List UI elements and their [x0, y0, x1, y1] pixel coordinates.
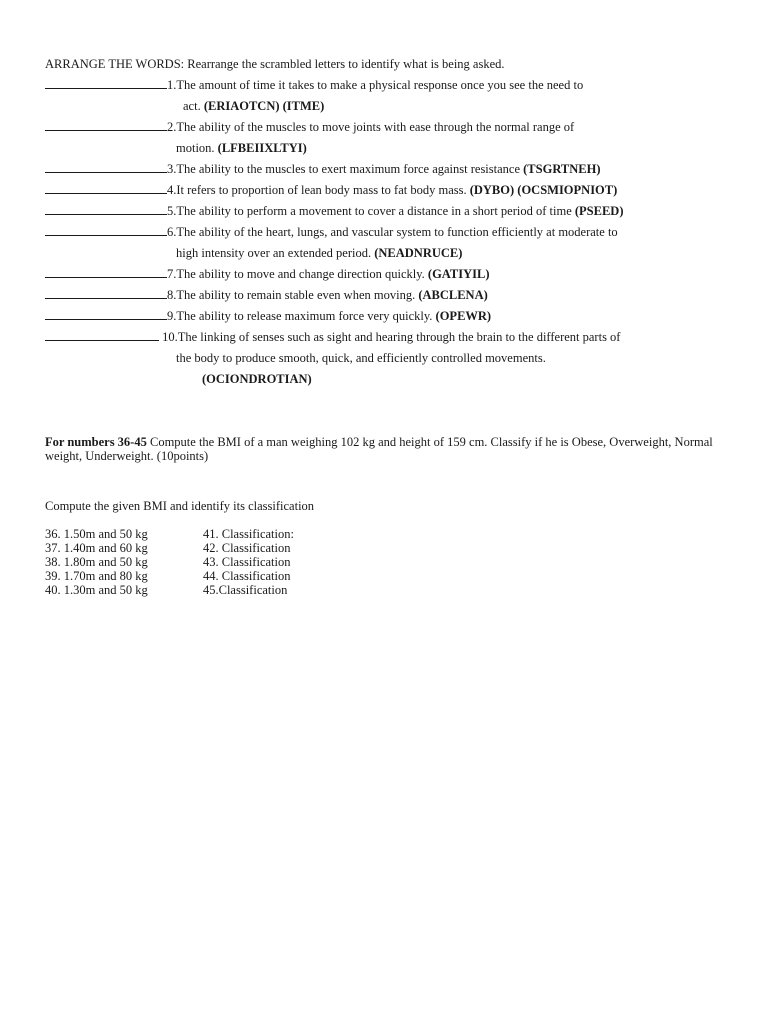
list-item	[45, 527, 294, 541]
item-text: The linking of senses such as sight and hearing through the brain to the different parts of	[177, 330, 621, 344]
item-number: 3.	[167, 162, 177, 176]
item-text: The ability to perform a movement to cover a distance in a short period of time	[176, 204, 575, 218]
arrange-items	[45, 75, 735, 390]
answer-blank-1[interactable]	[45, 75, 167, 89]
bmi-question: 39. 1.70m and 80 kg	[45, 569, 148, 583]
answer-blank-3[interactable]	[45, 159, 167, 173]
item-9	[45, 306, 735, 327]
scrambled-word: (LFBEIIXLTYI)	[217, 141, 307, 155]
bmi-question: 40. 1.30m and 50 kg	[45, 583, 148, 597]
item-number: 10.	[159, 330, 178, 344]
item-6-continuation	[45, 243, 735, 264]
item-cont-text: act.	[183, 99, 204, 113]
answer-blank-6[interactable]	[45, 222, 167, 236]
answer-blank-2[interactable]	[45, 117, 167, 131]
list-item	[45, 555, 294, 569]
bmi-question: 36. 1.50m and 50 kg	[45, 527, 148, 541]
compute-heading: Compute the given BMI and identify its classification	[45, 499, 315, 513]
scrambled-word: (DYBO) (OCSMIOPNIOT)	[469, 183, 618, 197]
classification-item: 42. Classification	[203, 541, 291, 555]
bmi-question: 37. 1.40m and 60 kg	[45, 541, 148, 555]
scrambled-word: (PSEED)	[574, 204, 624, 218]
item-1	[45, 75, 735, 96]
scrambled-word: (TSGRTNEH)	[523, 162, 601, 176]
item-number: 4.	[167, 183, 177, 197]
item-text: The ability of the muscles to move joints with ease through the normal range of	[176, 120, 575, 134]
item-text: The amount of time it takes to make a physical response once you see the need to	[176, 78, 584, 92]
item-10-scrambled-line	[45, 369, 735, 390]
item-5	[45, 201, 735, 222]
item-10-continuation: the body to produce smooth, quick, and efficiently controlled movements.	[176, 351, 546, 365]
scrambled-word: (ERIAOTCN) (ITME)	[203, 99, 325, 113]
scrambled-word: (GATIYIL)	[427, 267, 490, 281]
item-cont-text: motion.	[176, 141, 218, 155]
item-4	[45, 180, 735, 201]
list-item	[45, 583, 294, 597]
item-number: 6.	[167, 225, 177, 239]
bmi-prompt	[45, 435, 735, 463]
item-2	[45, 117, 735, 138]
item-6	[45, 222, 735, 243]
bmi-question: 38. 1.80m and 50 kg	[45, 555, 148, 569]
list-item	[45, 569, 294, 583]
answer-blank-5[interactable]	[45, 201, 167, 215]
scrambled-word: (NEADNRUCE)	[374, 246, 463, 260]
item-number: 2.	[167, 120, 177, 134]
item-text: The ability to remain stable even when moving.	[176, 288, 419, 302]
arrange-title: ARRANGE THE WORDS: Rearrange the scrambled letters to identify what is being asked.	[45, 57, 505, 71]
item-8	[45, 285, 735, 306]
item-text: It refers to proportion of lean body mass to fat body mass.	[176, 183, 470, 197]
answer-blank-7[interactable]	[45, 264, 167, 278]
item-number: 5.	[167, 204, 177, 218]
item-7	[45, 264, 735, 285]
scrambled-word: (OCIONDROTIAN)	[202, 372, 312, 386]
item-number: 7.	[167, 267, 177, 281]
scrambled-word: (ABCLENA)	[418, 288, 488, 302]
item-10	[45, 327, 735, 348]
classification-item: 45.Classification	[203, 583, 288, 597]
item-number: 8.	[167, 288, 177, 302]
item-3	[45, 159, 735, 180]
bmi-prompt-label: For numbers 36-45	[45, 435, 147, 449]
answer-blank-9[interactable]	[45, 306, 167, 320]
classification-item: 44. Classification	[203, 569, 291, 583]
answer-blank-8[interactable]	[45, 285, 167, 299]
item-number: 1.	[167, 78, 177, 92]
item-text: The ability to move and change direction quickly.	[176, 267, 428, 281]
item-2-continuation	[45, 138, 735, 159]
bmi-prompt-text: Compute the BMI of a man weighing 102 kg and height of 159 cm. Classify if he is Obese, Overweight, Normal weight, Underweight. (10points)	[45, 435, 713, 463]
arrange-section	[45, 54, 735, 390]
item-text: The ability to release maximum force very quickly.	[176, 309, 436, 323]
answer-blank-4[interactable]	[45, 180, 167, 194]
item-cont-text: high intensity over an extended period.	[176, 246, 375, 260]
item-number: 9.	[167, 309, 177, 323]
classification-item: 43. Classification	[203, 555, 291, 569]
bmi-question-list	[45, 527, 294, 597]
answer-blank-10[interactable]	[45, 327, 159, 341]
item-text: The ability to the muscles to exert maximum force against resistance	[176, 162, 524, 176]
scrambled-word: (OPEWR)	[435, 309, 492, 323]
item-text: The ability of the heart, lungs, and vascular system to function efficiently at moderate to	[176, 225, 618, 239]
classification-item: 41. Classification:	[203, 527, 294, 541]
list-item	[45, 541, 294, 555]
item-1-continuation	[45, 96, 735, 117]
